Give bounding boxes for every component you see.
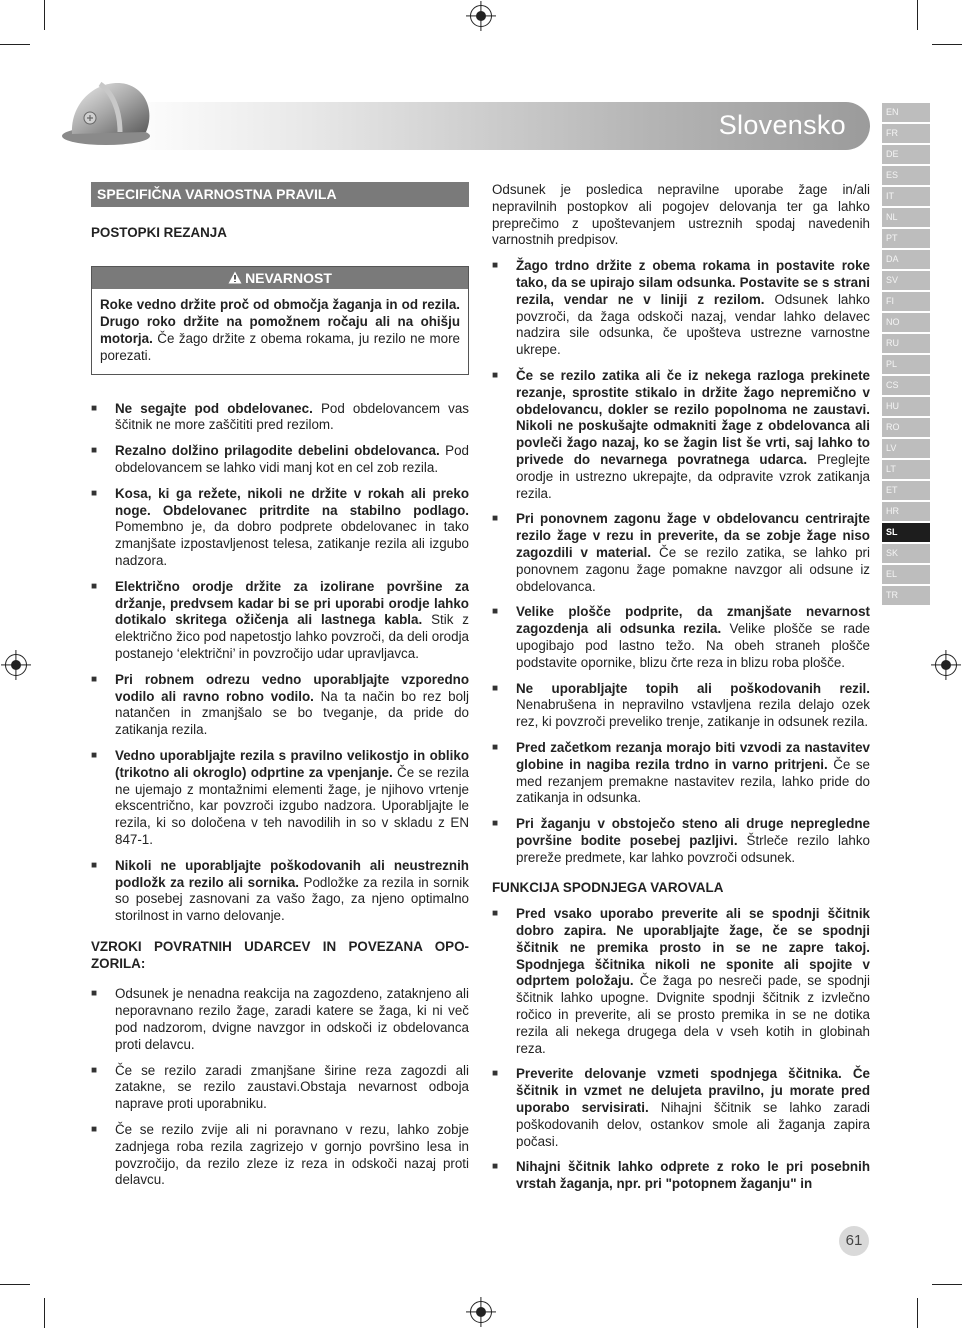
list-item: ■ Žago trdno držite z obema rokama in postavite roke tako, da se upirajo silam odsunka. Postavite se s strani rezila, vendar ne v liniji z rezilom. Odsunek lahko povzroči, da žaga odskoči nazaj, vendar lahko delavec nadzira sile odsunka, če upošteva ustrezne varnostne ukrepe. (492, 258, 870, 359)
crop-mark (932, 1284, 962, 1285)
language-tab-sl[interactable]: SL (882, 523, 930, 542)
language-tab-sv[interactable]: SV (882, 271, 930, 290)
danger-text: Roke vedno držite proč od območja žaganja in od rezila. Drugo roko držite na pomožnem ročaju ali na ohišju motorja. Če žago držite z obema rokama, ju rezilo ne more porezati. (100, 297, 460, 363)
crop-mark (44, 0, 45, 30)
language-tab-es[interactable]: ES (882, 166, 930, 185)
language-tab-fr[interactable]: FR (882, 124, 930, 143)
language-tab-ru[interactable]: RU (882, 334, 930, 353)
language-tab-da[interactable]: DA (882, 250, 930, 269)
language-tab-it[interactable]: IT (882, 187, 930, 206)
list-item: ■ Pri žaganju v obstoječo steno ali druge nepregledne površine bodite posebej pazljivi. Štrleče rezilo lahko prereže predmete, kar lahko povzroči odsunek. (492, 816, 870, 866)
list-item: ■ Če se rezilo zaradi zmanjšane širine reza zagozdi ali zatakne, se rezilo zaustavi.Obstaja nevarnost odboja naprave proti uporabniku. (91, 1063, 469, 1113)
list-item: ■ Električno orodje držite za izolirane površine za držanje, predvsem kadar bi se pri uporabi orodje lahko dotikalo skritega ožičenja ali lastnega kabla. Stik z električno žico pod napetostjo lahko povzroči, da deli orodja postanejo ‘električni’ in povzročijo udar upravljavca. (91, 579, 469, 663)
kickback-list (91, 986, 469, 1189)
language-tab-no[interactable]: NO (882, 313, 930, 332)
right-column (492, 182, 870, 1202)
crop-mark (44, 1298, 45, 1328)
rules-list (91, 401, 469, 925)
crop-mark (0, 1284, 30, 1285)
danger-heading: NEVARNOST (92, 267, 468, 290)
kickback-title: VZROKI POVRATNIH UDARCEV IN POVEZANA OPO-ZORILA: (91, 938, 469, 971)
language-tab-tr[interactable]: TR (882, 586, 930, 605)
subsection-title: POSTOPKI REZANJA (91, 224, 227, 240)
danger-box (91, 266, 469, 375)
page-title: Slovensko (718, 110, 846, 140)
kickback-prevention-list (492, 258, 870, 866)
language-tab-hr[interactable]: HR (882, 502, 930, 521)
registration-mark-icon (470, 1301, 492, 1323)
section-title: SPECIFIČNA VARNOSTNA PRAVILA (91, 182, 469, 207)
list-item: ■ Pri robnem odrezu vedno uporabljajte vzporedno vodilo ali ravno robno vodilo. Na ta način bo rez bolj natančen in zmanjšalo se bo tveganje, da pride do zatikanja rezila. (91, 672, 469, 739)
registration-mark-icon (470, 5, 492, 27)
list-item: ■ Pred začetkom rezanja morajo biti vzvodi za nastavitev globine in nagiba rezila trdno in varno pritrjeni. Če se med rezanjem premakne nastavitev rezila, lahko pride do zatikanja in odsunka. (492, 740, 870, 807)
registration-mark-icon (5, 654, 27, 676)
list-item: ■ Ne uporabljajte topih ali poškodovanih rezil. Nenabrušena in nepravilno vstavljena rezila delajo ozek rez, ki povzroči preveliko trenje, zatikanje in odsunek rezila. (492, 681, 870, 731)
page-number: 61 (839, 1226, 869, 1256)
list-item: ■ Pri ponovnem zagonu žage v obdelovancu centrirajte rezilo žage v rezu in preverite, da se zobje žage niso zagozdili v material. Če se rezilo zatika, se lahko pri ponovnem zagonu žage pomakne navzgor ali odsune iz obdelovanca. (492, 511, 870, 595)
language-tab-el[interactable]: EL (882, 565, 930, 584)
crop-mark (917, 1298, 918, 1328)
language-tab-hu[interactable]: HU (882, 397, 930, 416)
list-item: ■ Nikoli ne uporabljajte poškodovanih ali neustreznih podložk za rezilo ali sornika. Podložke za rezila in sornik so posebej zasnovani za vašo žago, za njeno optimalno storilnost in varno delovanje. (91, 858, 469, 925)
registration-mark-icon (935, 654, 957, 676)
list-item: ■ Preverite delovanje vzmeti spodnjega ščitnika. Če ščitnik in vzmet ne delujeta pravilno, ju morate pred uporabo servisirati. Nihajni ščitnik se lahko zaradi poškodovanih delov, ostankov smole ali žaganja zapira počasi. (492, 1066, 870, 1150)
list-item: ■ Če se rezilo zatika ali če iz nekega razloga prekinete rezanje, sprostite stikalo in držite žago nepremično v obdelovancu, dokler se rezilo popolnoma ne zaustavi. Nikoli ne poskušajte odmakniti žage z obdelovanca ali povleči žago nazaj, ko se žagin list še vrti, saj lahko to privede do nevarnega povratnega udarca. Preglejte orodje in ustrezno ukrepajte, da odpravite vzrok zatikanja rezila. (492, 368, 870, 502)
language-tab-nl[interactable]: NL (882, 208, 930, 227)
crop-mark (0, 44, 30, 45)
guard-title: FUNKCIJA SPODNJEGA VAROVALA (492, 880, 724, 896)
intro-paragraph: Odsunek je posledica nepravilne uporabe žage in/ali nepravilnih postopkov ali pogojev delovanja ter ga lahko preprečimo z upoštevanjem ustreznih spodaj navedenih varnostnih predpisov. (492, 182, 870, 248)
list-item: ■ Kosa, ki ga režete, nikoli ne držite v rokah ali preko noge. Obdelovanec pritrdite na stabilno podlago. Pomembno je, da dobro podprete obdelovanec in tako zmanjšate izpostavljenost telesa, zatikanje rezila ali izgubo nadzora. (91, 486, 469, 570)
language-tab-pt[interactable]: PT (882, 229, 930, 248)
header-banner (120, 102, 870, 150)
warning-icon (228, 271, 242, 284)
left-column (91, 182, 469, 1198)
language-tab-ro[interactable]: RO (882, 418, 930, 437)
list-item: ■ Ne segajte pod obdelovanec. Pod obdelovancem vas ščitnik ne more zaščititi pred rezilom. (91, 401, 469, 435)
language-tab-sk[interactable]: SK (882, 544, 930, 563)
language-tabs (882, 103, 930, 607)
safety-helmet-icon (60, 70, 160, 155)
language-tab-et[interactable]: ET (882, 481, 930, 500)
crop-mark (917, 0, 918, 30)
language-tab-fi[interactable]: FI (882, 292, 930, 311)
list-item: ■ Odsunek je nenadna reakcija na zagozdeno, zataknjeno ali neporavnano rezilo žage, zaradi katere se žaga, ki ni več pod nadzorom, dvigne navzgor in odskoči iz obdelovanca proti delavcu. (91, 986, 469, 1053)
language-tab-cs[interactable]: CS (882, 376, 930, 395)
list-item: ■ Pred vsako uporabo preverite ali se spodnji ščitnik dobro zapira. Ne uporabljajte žage, če se spodnji ščitnik ne premika prosto in se ne zapre takoj. Spodnjega ščitnika nikoli ne sponite ali spojite v odprtem položaju. Če žaga po nesreči pade, se spodnji ščitnik lahko upogne. Dvignite spodnji ščitnik z izvlečno ročico in preverite, ali se prosto premika in se ne dotika rezila ali nekega drugega dela v vseh kotih in globinah reza. (492, 906, 870, 1057)
language-tab-lt[interactable]: LT (882, 460, 930, 479)
list-item: ■ Velike plošče podprite, da zmanjšate nevarnost zagozdenja ali odsunka rezila. Velike plošče se rade upogibajo pod lastno težo. Na obeh straneh plošče podstavite opornike, blizu črte reza in blizu roba plošče. (492, 604, 870, 671)
language-tab-de[interactable]: DE (882, 145, 930, 164)
list-item: ■ Nihajni ščitnik lahko odprete z roko le pri posebnih vrstah žaganja, npr. pri "potopnem žaganju" in (492, 1159, 870, 1193)
language-tab-en[interactable]: EN (882, 103, 930, 122)
list-item: ■ Vedno uporabljajte rezila s pravilno velikostjo in obliko (trikotno ali okroglo) odprtine za vpenjanje. Če se rezila ne ujemajo z montažnimi elementi žage, je njihovo vrtenje ekscentrično, kar povzroči izgubo nadzora. Uporabljajte le rezila, ki so določena v teh navodilih in so v skladu z EN 847-1. (91, 748, 469, 849)
list-item: ■ Če se rezilo zvije ali ni poravnano v rezu, lahko zobje zadnjega roba rezila zagrizejo v gornjo površino lesa in povzročijo, da rezilo zleze iz reza in odskoči nazaj proti delavcu. (91, 1122, 469, 1189)
list-item: ■ Rezalno dolžino prilagodite debelini obdelovanca. Pod obdelovancem se lahko vidi manj kot en cel zob rezila. (91, 443, 469, 477)
language-tab-lv[interactable]: LV (882, 439, 930, 458)
language-tab-pl[interactable]: PL (882, 355, 930, 374)
guard-list (492, 906, 870, 1193)
crop-mark (932, 44, 962, 45)
